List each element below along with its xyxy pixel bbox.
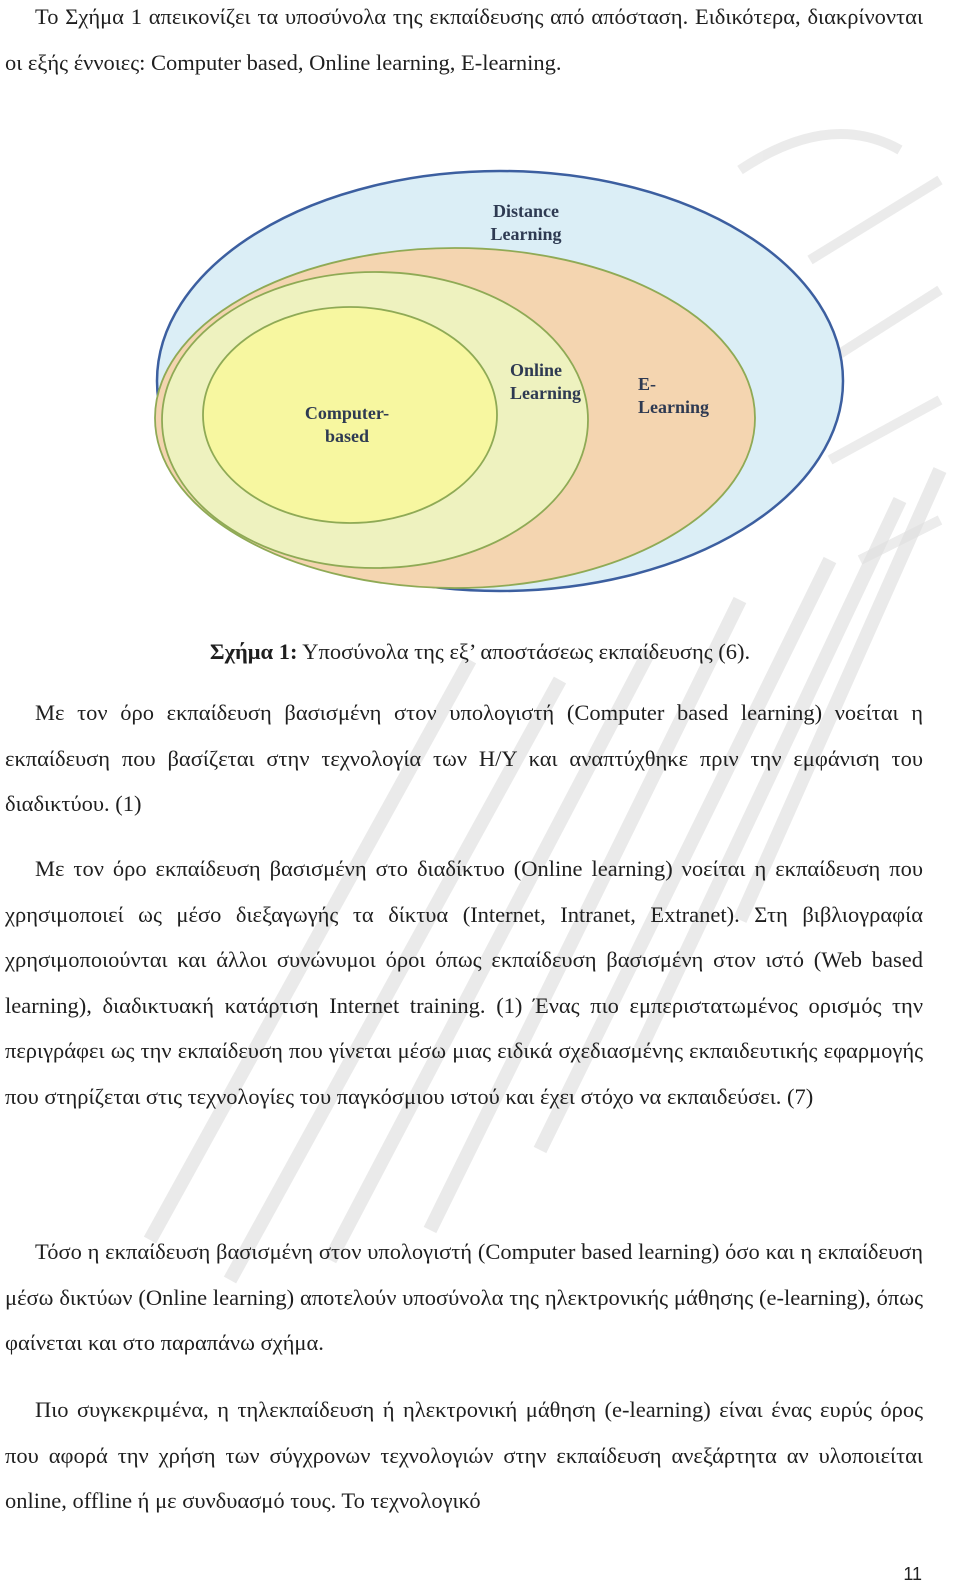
distance-learning-label-line1: Distance <box>493 201 559 221</box>
figure-caption <box>0 632 960 672</box>
paragraph-online-learning: Με τον όρο εκπαίδευση βασισμένη στο διαδίκτυο (Online learning) νοείται η εκπαίδευση που χρησιμοποιεί ως μέσο διεξαγωγής τα δίκτυα (Internet, Intranet, Extranet). Στη βιβλιογραφία χρησιμοποιούνται και άλλοι συνώνυμοι όροι όπως εκπαίδευση βασισμένη στον ιστό (Web based learning), διαδικτυακή κατάρτιση Internet training. (1) Ένας πιο εμπεριστατωμένος ορισμός την περιγράφει ως την εκπαίδευση που γίνεται μέσω μιας ειδικά σχεδιασμένης εκπαιδευτικής εφαρμογής που στηρίζεται στις τεχνολογίες του παγκόσμιου ιστού και έχει στόχο να εκπαιδεύσει. (7) <box>5 856 923 1109</box>
page-number: 11 <box>903 1564 922 1584</box>
distance-learning-venn-figure <box>150 155 850 595</box>
figure-caption-text: Υποσύνολα της εξ’ αποστάσεως εκπαίδευσης (6). <box>297 639 751 664</box>
computer-based-label-line1: Computer- <box>304 403 390 423</box>
computer-based-label-line2: based <box>324 426 370 446</box>
online-learning-label-line1: Online <box>510 360 563 380</box>
elearning-label-line2: Learning <box>638 397 710 417</box>
online-learning-label-line2: Learning <box>510 383 582 403</box>
figure-caption-label: Σχήμα 1: <box>209 639 298 664</box>
distance-learning-label-line2: Learning <box>490 224 562 244</box>
paragraph-computer-based: Με τον όρο εκπαίδευση βασισμένη στον υπολογιστή (Computer based learning) νοείται η εκπαίδευση που βασίζεται στην τεχνολογία των Η/Υ και αναπτύχθηκε πριν την εμφάνιση του διαδικτύου. (1) <box>5 700 923 816</box>
paragraph-subsets: Τόσο η εκπαίδευση βασισμένη στον υπολογιστή (Computer based learning) όσο και η εκπαίδευση μέσω δικτύων (Online learning) αποτελούν υποσύνολα της ηλεκτρονικής μάθησης (e-learning), όπως φαίνεται και στο παραπάνω σχήμα. <box>5 1239 923 1355</box>
elearning-label-line1: E- <box>638 374 656 394</box>
intro-paragraph: Το Σχήμα 1 απεικονίζει τα υποσύνολα της εκπαίδευσης από απόσταση. Ειδικότερα, διακρίνονται οι εξής έννοιες: Computer based, Online learning, E-learning. <box>5 4 923 75</box>
paragraph-elearning-definition: Πιο συγκεκριμένα, η τηλεκπαίδευση ή ηλεκτρονική μάθηση (e-learning) είναι ένας ευρύς όρος που αφορά την χρήση των σύγχρονων τεχνολογιών στην εκπαίδευση ανεξάρτητα αν υλοποιείται online, offline ή με συνδυασμό τους. Το τεχνολογικό <box>5 1397 923 1513</box>
